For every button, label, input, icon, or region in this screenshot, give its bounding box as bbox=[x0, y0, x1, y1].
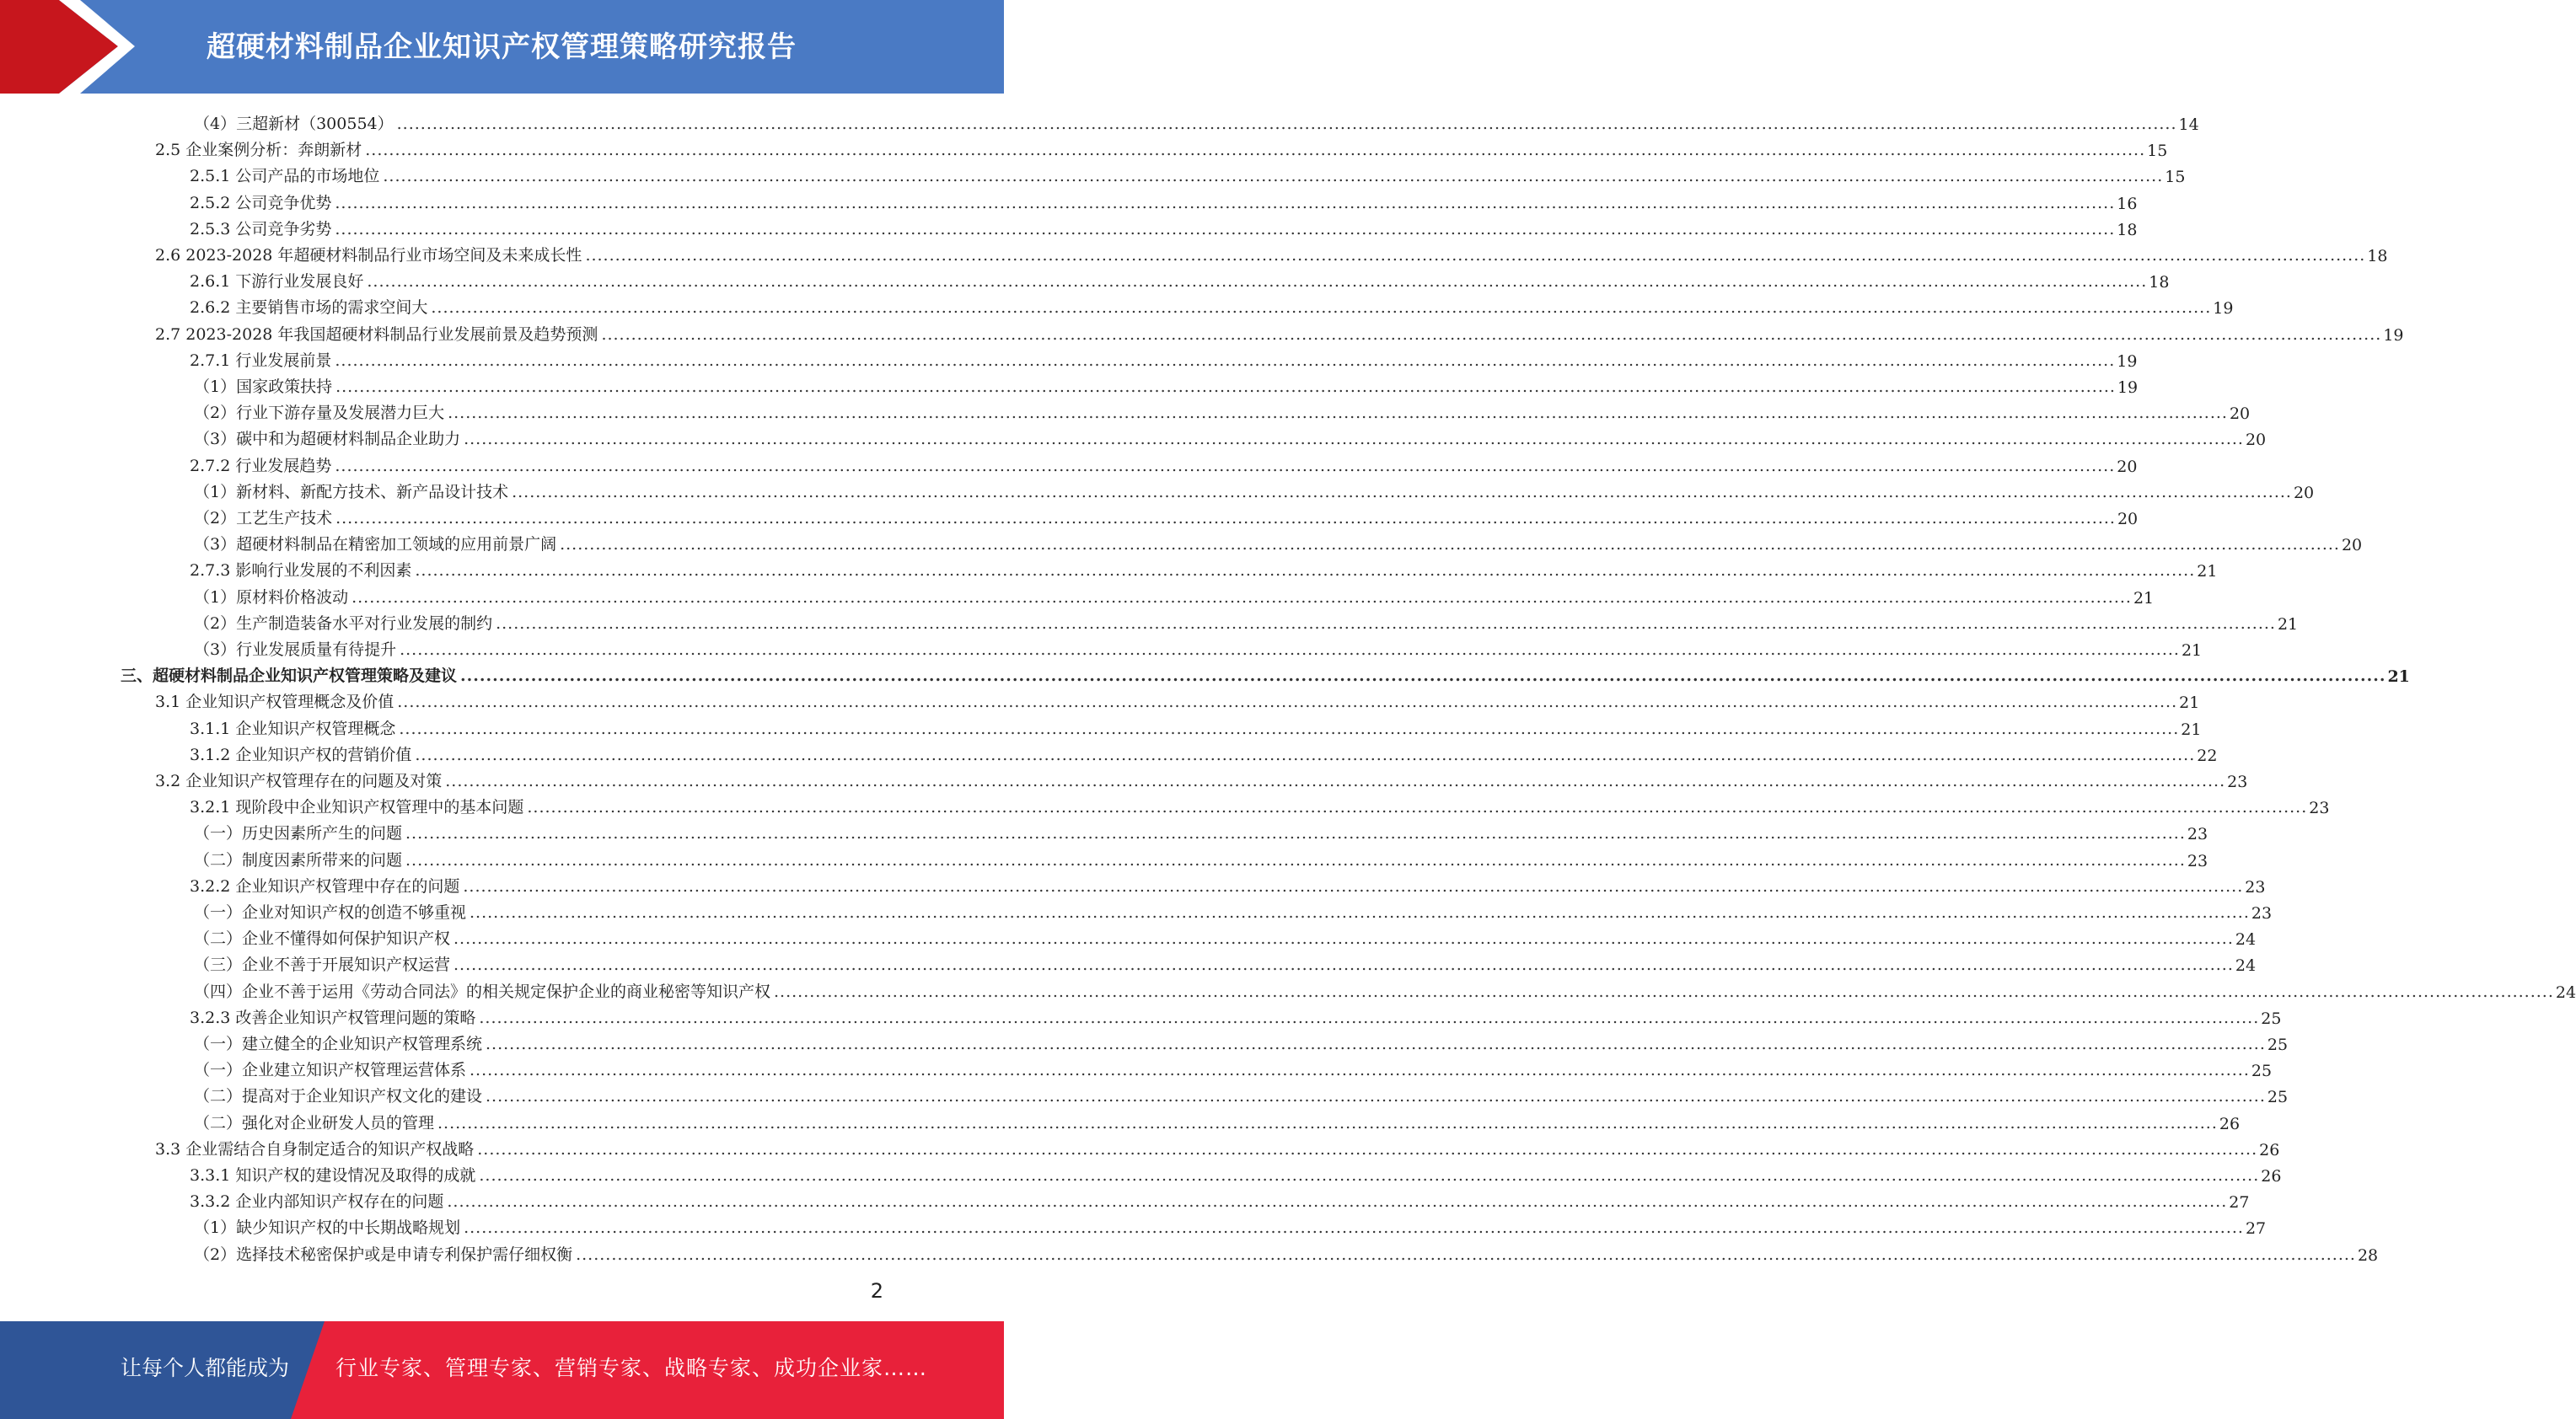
toc-entry-page: 18 bbox=[2149, 273, 2170, 292]
toc-dot-leader: ............................................................................................................................................................................................................................................................................................................ bbox=[463, 877, 2244, 896]
toc-entry[interactable] bbox=[194, 528, 2363, 554]
toc-entry[interactable] bbox=[194, 1080, 2289, 1106]
toc-entry-page: 20 bbox=[2293, 484, 2315, 502]
toc-entry-page: 26 bbox=[2261, 1167, 2282, 1186]
toc-entry-title: （2）生产制造装备水平对行业发展的制约 bbox=[194, 614, 493, 633]
toc-dot-leader: ............................................................................................................................................................................................................................................................................................................ bbox=[367, 272, 2148, 291]
toc-entry[interactable] bbox=[194, 817, 2208, 843]
toc-entry-page: 19 bbox=[2213, 299, 2234, 318]
toc-entry-page: 21 bbox=[2277, 615, 2299, 634]
report-title: 超硬材料制品企业知识产权管理策略研究报告 bbox=[207, 30, 797, 64]
toc-entry[interactable] bbox=[190, 345, 2138, 371]
toc-entry-page: 21 bbox=[2133, 589, 2155, 608]
toc-dot-leader: ............................................................................................................................................................................................................................................................................................................ bbox=[335, 351, 2116, 370]
toc-entry[interactable] bbox=[194, 608, 2299, 634]
toc-entry[interactable] bbox=[194, 976, 2576, 1002]
toc-entry[interactable] bbox=[190, 450, 2138, 476]
toc-dot-leader: ............................................................................................................................................................................................................................................................................................................ bbox=[470, 903, 2250, 922]
toc-entry-page: 20 bbox=[2117, 510, 2139, 528]
toc-entry[interactable] bbox=[194, 1107, 2241, 1133]
toc-dot-leader: ............................................................................................................................................................................................................................................................................................................ bbox=[477, 1140, 2258, 1159]
toc-entry[interactable] bbox=[155, 1133, 2280, 1159]
toc-entry-title: 2.7.2 行业发展趋势 bbox=[190, 457, 332, 475]
toc-entry[interactable] bbox=[155, 686, 2200, 712]
toc-dot-leader: ............................................................................................................................................................................................................................................................................................................ bbox=[464, 1218, 2244, 1237]
toc-dot-leader: ............................................................................................................................................................................................................................................................................................................ bbox=[437, 1114, 2218, 1133]
toc-entry-title: （一）企业建立知识产权管理运营体系 bbox=[194, 1061, 467, 1079]
toc-entry[interactable] bbox=[194, 897, 2273, 923]
toc-dot-leader: ............................................................................................................................................................................................................................................................................................................ bbox=[399, 720, 2180, 738]
toc-entry-title: （二）提高对于企业知识产权文化的建设 bbox=[194, 1087, 483, 1106]
toc-entry[interactable] bbox=[194, 397, 2251, 423]
toc-entry[interactable] bbox=[190, 739, 2218, 765]
toc-entry-title: （1）原材料价格波动 bbox=[194, 588, 349, 607]
toc-entry-page: 27 bbox=[2229, 1193, 2250, 1212]
toc-entry-page: 24 bbox=[2235, 930, 2257, 949]
toc-entry-title: 2.7.3 影响行业发展的不利因素 bbox=[190, 561, 412, 580]
toc-entry-page: 20 bbox=[2229, 404, 2251, 423]
toc-entry-title: （三）企业不善于开展知识产权运营 bbox=[194, 956, 451, 974]
toc-entry[interactable] bbox=[194, 923, 2257, 949]
toc-entry-page: 14 bbox=[2178, 115, 2199, 134]
toc-entry-title: （一）历史因素所产生的问题 bbox=[194, 824, 403, 843]
toc-entry[interactable] bbox=[190, 187, 2138, 213]
toc-dot-leader: ............................................................................................................................................................................................................................................................................................................ bbox=[479, 1009, 2260, 1027]
toc-dot-leader: ............................................................................................................................................................................................................................................................................................................ bbox=[397, 693, 2178, 711]
toc-dot-leader: ............................................................................................................................................................................................................................................................................................................ bbox=[383, 167, 2164, 185]
toc-entry-page: 26 bbox=[2219, 1115, 2241, 1133]
toc-dot-leader: ............................................................................................................................................................................................................................................................................................................ bbox=[560, 535, 2340, 554]
toc-dot-leader: ............................................................................................................................................................................................................................................................................................................ bbox=[512, 483, 2292, 501]
toc-entry[interactable] bbox=[194, 1028, 2289, 1054]
toc-entry-page: 16 bbox=[2117, 195, 2138, 213]
toc-dot-leader: ............................................................................................................................................................................................................................................................................................................ bbox=[453, 929, 2234, 948]
page-number: 2 bbox=[870, 1279, 883, 1303]
toc-entry[interactable] bbox=[194, 1212, 2267, 1238]
footer-slogan-right: 行业专家、管理专家、营销专家、战略专家、成功企业家…… bbox=[335, 1356, 928, 1380]
toc-entry-page: 24 bbox=[2235, 956, 2257, 975]
toc-entry[interactable] bbox=[190, 1159, 2282, 1186]
toc-dot-leader: ............................................................................................................................................................................................................................................................................................................ bbox=[486, 1035, 2266, 1053]
toc-entry[interactable] bbox=[190, 870, 2266, 897]
toc-entry-page: 21 bbox=[2181, 641, 2203, 660]
toc-entry-title: （3）超硬材料制品在精密加工领域的应用前景广阔 bbox=[194, 535, 557, 554]
toc-entry-page: 18 bbox=[2117, 221, 2138, 239]
toc-entry-title: （1）新材料、新配方技术、新产品设计技术 bbox=[194, 483, 509, 501]
toc-dot-leader: ............................................................................................................................................................................................................................................................................................................ bbox=[335, 457, 2116, 475]
toc-dot-leader: ............................................................................................................................................................................................................................................................................................................ bbox=[400, 640, 2180, 659]
toc-entry-page: 19 bbox=[2383, 326, 2404, 345]
toc-entry-title: （1）缺少知识产权的中长期战略规划 bbox=[194, 1218, 461, 1237]
toc-entry-title: （一）企业对知识产权的创造不够重视 bbox=[194, 903, 467, 922]
toc-entry-page: 28 bbox=[2357, 1246, 2379, 1265]
toc-entry[interactable] bbox=[194, 581, 2155, 608]
toc-entry[interactable] bbox=[121, 660, 2410, 686]
toc-dot-leader: ............................................................................................................................................................................................................................................................................................................ bbox=[445, 772, 2226, 790]
toc-dot-leader: ............................................................................................................................................................................................................................................................................................................ bbox=[774, 983, 2554, 1001]
toc-entry[interactable] bbox=[194, 423, 2267, 449]
toc-entry-page: 25 bbox=[2267, 1088, 2289, 1106]
toc-dot-leader: ............................................................................................................................................................................................................................................................................................................ bbox=[496, 614, 2276, 633]
toc-entry-title: 3.2.2 企业知识产权管理中存在的问题 bbox=[190, 877, 460, 896]
page-footer bbox=[0, 1321, 1004, 1419]
toc-dot-leader: ............................................................................................................................................................................................................................................................................................................ bbox=[405, 851, 2186, 870]
toc-entry[interactable] bbox=[194, 949, 2257, 975]
toc-dot-leader: ............................................................................................................................................................................................................................................................................................................ bbox=[447, 1192, 2228, 1211]
toc-dot-leader: ............................................................................................................................................................................................................................................................................................................ bbox=[396, 115, 2177, 133]
toc-entry[interactable] bbox=[194, 502, 2139, 528]
toc-entry-page: 23 bbox=[2251, 904, 2273, 923]
toc-entry[interactable] bbox=[190, 213, 2138, 239]
toc-entry-page: 20 bbox=[2245, 431, 2267, 449]
toc-entry-title: （二）强化对企业研发人员的管理 bbox=[194, 1114, 435, 1133]
toc-entry-page: 25 bbox=[2251, 1062, 2273, 1080]
toc-entry-title: 2.6.2 主要销售市场的需求空间大 bbox=[190, 298, 428, 317]
toc-dot-leader: ............................................................................................................................................................................................................................................................................................................ bbox=[335, 378, 2116, 396]
toc-entry-page: 26 bbox=[2259, 1141, 2280, 1159]
toc-entry[interactable] bbox=[190, 1002, 2282, 1028]
toc-entry[interactable] bbox=[190, 791, 2330, 817]
toc-entry-page: 23 bbox=[2245, 878, 2266, 897]
toc-entry-page: 23 bbox=[2187, 852, 2208, 870]
toc-entry-title: （3）行业发展质量有待提升 bbox=[194, 640, 397, 659]
toc-entry-page: 15 bbox=[2165, 168, 2186, 186]
toc-dot-leader: ............................................................................................................................................................................................................................................................................................................ bbox=[335, 220, 2116, 238]
footer-slogan-left: 让每个人都能成为 bbox=[121, 1356, 290, 1380]
toc-entry-title: 2.7.1 行业发展前景 bbox=[190, 351, 332, 370]
toc-dot-leader: ............................................................................................................................................................................................................................................................................................................ bbox=[405, 824, 2186, 843]
toc-entry-page: 21 bbox=[2197, 562, 2218, 581]
toc-entry-page: 21 bbox=[2179, 693, 2200, 712]
toc-entry[interactable] bbox=[194, 1054, 2273, 1080]
toc-entry-title: （2）工艺生产技术 bbox=[194, 509, 333, 527]
toc-entry[interactable] bbox=[194, 844, 2208, 870]
toc-entry-title: （二）企业不懂得如何保护知识产权 bbox=[194, 929, 451, 948]
toc-entry-title: 3.1 企业知识产权管理概念及价值 bbox=[155, 693, 394, 711]
toc-entry[interactable] bbox=[190, 265, 2170, 292]
toc-entry-title: 3.1.2 企业知识产权的营销价值 bbox=[190, 746, 412, 764]
toc-entry[interactable] bbox=[190, 160, 2186, 186]
toc-dot-leader: ............................................................................................................................................................................................................................................................................................................ bbox=[415, 561, 2196, 580]
toc-entry-title: （1）国家政策扶持 bbox=[194, 378, 333, 396]
toc-entry-page: 21 bbox=[2387, 667, 2410, 686]
toc-dot-leader: ............................................................................................................................................................................................................................................................................................................ bbox=[453, 956, 2234, 974]
toc-entry-page: 23 bbox=[2309, 799, 2330, 817]
toc-dot-leader: ............................................................................................................................................................................................................................................................................................................ bbox=[448, 404, 2228, 422]
toc-dot-leader: ............................................................................................................................................................................................................................................................................................................ bbox=[527, 798, 2308, 817]
toc-dot-leader: ............................................................................................................................................................................................................................................................................................................ bbox=[585, 246, 2366, 265]
toc-entry-page: 23 bbox=[2227, 773, 2248, 791]
toc-dot-leader: ............................................................................................................................................................................................................................................................................................................ bbox=[352, 588, 2132, 607]
toc-entry-title: （2）行业下游存量及发展潜力巨大 bbox=[194, 404, 445, 422]
toc-entry-page: 24 bbox=[2555, 983, 2576, 1002]
toc-entry-title: 2.5.3 公司竞争劣势 bbox=[190, 220, 332, 238]
toc-entry-page: 23 bbox=[2187, 825, 2208, 843]
toc-dot-leader: ............................................................................................................................................................................................................................................................................................................ bbox=[460, 667, 2386, 685]
toc-entry[interactable] bbox=[190, 554, 2218, 581]
toc-entry[interactable] bbox=[190, 713, 2202, 739]
toc-entry-title: （2）选择技术秘密保护或是申请专利保护需仔细权衡 bbox=[194, 1245, 573, 1264]
toc-entry-title: 3.2 企业知识产权管理存在的问题及对策 bbox=[155, 772, 443, 790]
toc-entry-title: 三、超硬材料制品企业知识产权管理策略及建议 bbox=[121, 667, 458, 685]
toc-entry[interactable] bbox=[155, 765, 2248, 791]
toc-entry-title: 2.5.2 公司竞争优势 bbox=[190, 194, 332, 212]
toc-entry-page: 19 bbox=[2117, 378, 2139, 397]
toc-entry-title: 3.2.1 现阶段中企业知识产权管理中的基本问题 bbox=[190, 798, 524, 817]
toc-entry-page: 19 bbox=[2117, 352, 2138, 371]
toc-entry-title: 3.3.2 企业内部知识产权存在的问题 bbox=[190, 1192, 444, 1211]
toc-entry-page: 22 bbox=[2197, 747, 2218, 765]
toc-entry[interactable] bbox=[190, 292, 2234, 318]
toc-entry-title: 2.6.1 下游行业发展良好 bbox=[190, 272, 364, 291]
toc-entry[interactable] bbox=[155, 319, 2404, 345]
toc-entry-title: 2.7 2023-2028 年我国超硬材料制品行业发展前景及趋势预测 bbox=[155, 325, 598, 344]
toc-entry-title: 2.5.1 公司产品的市场地位 bbox=[190, 167, 380, 185]
toc-entry[interactable] bbox=[194, 476, 2315, 502]
toc-entry[interactable] bbox=[155, 239, 2388, 265]
toc-entry-page: 25 bbox=[2267, 1036, 2289, 1054]
toc-dot-leader: ............................................................................................................................................................................................................................................................................................................ bbox=[365, 141, 2146, 159]
toc-entry-page: 27 bbox=[2245, 1219, 2267, 1238]
toc-entry-title: （二）制度因素所带来的问题 bbox=[194, 851, 403, 870]
toc-dot-leader: ............................................................................................................................................................................................................................................................................................................ bbox=[486, 1087, 2266, 1106]
toc-dot-leader: ............................................................................................................................................................................................................................................................................................................ bbox=[464, 430, 2244, 448]
toc-entry-title: 3.3 企业需结合自身制定适合的知识产权战略 bbox=[155, 1140, 475, 1159]
toc-entry-title: （3）碳中和为超硬材料制品企业助力 bbox=[194, 430, 461, 448]
toc-entry-title: 2.5 企业案例分析：奔朗新材 bbox=[155, 141, 362, 159]
page-header bbox=[0, 0, 1004, 94]
toc-dot-leader: ............................................................................................................................................................................................................................................................................................................ bbox=[601, 325, 2382, 344]
toc-entry-page: 15 bbox=[2147, 142, 2168, 160]
toc-entry-title: 3.2.3 改善企业知识产权管理问题的策略 bbox=[190, 1009, 476, 1027]
toc-entry-page: 20 bbox=[2117, 458, 2138, 476]
toc-entry-page: 20 bbox=[2341, 536, 2363, 554]
toc-entry[interactable] bbox=[194, 634, 2203, 660]
toc-entry[interactable] bbox=[190, 1186, 2250, 1212]
toc-entry-title: （四）企业不善于运用《劳动合同法》的相关规定保护企业的商业秘密等知识产权 bbox=[194, 983, 771, 1001]
toc-entry-page: 25 bbox=[2261, 1009, 2282, 1028]
toc-entry-page: 18 bbox=[2367, 247, 2388, 265]
toc-entry-title: 3.3.1 知识产权的建设情况及取得的成就 bbox=[190, 1166, 476, 1185]
toc-entry[interactable] bbox=[194, 108, 2199, 134]
toc-dot-leader: ............................................................................................................................................................................................................................................................................................................ bbox=[479, 1166, 2260, 1185]
toc-entry[interactable] bbox=[194, 371, 2139, 397]
toc-dot-leader: ............................................................................................................................................................................................................................................................................................................ bbox=[335, 509, 2116, 527]
toc-entry-page: 21 bbox=[2181, 720, 2202, 739]
toc-entry-title: （4）三超新材（300554） bbox=[194, 115, 394, 133]
toc-dot-leader: ............................................................................................................................................................................................................................................................................................................ bbox=[576, 1245, 2356, 1264]
toc-entry-title: 2.6 2023-2028 年超硬材料制品行业市场空间及未来成长性 bbox=[155, 246, 582, 265]
toc-dot-leader: ............................................................................................................................................................................................................................................................................................................ bbox=[335, 194, 2116, 212]
toc-entry-title: （一）建立健全的企业知识产权管理系统 bbox=[194, 1035, 483, 1053]
toc-entry[interactable] bbox=[155, 134, 2168, 160]
toc-entry-title: 3.1.1 企业知识产权管理概念 bbox=[190, 720, 396, 738]
toc-dot-leader: ............................................................................................................................................................................................................................................................................................................ bbox=[415, 746, 2196, 764]
toc-dot-leader: ............................................................................................................................................................................................................................................................................................................ bbox=[470, 1061, 2250, 1079]
toc-entry[interactable] bbox=[194, 1239, 2379, 1265]
toc-dot-leader: ............................................................................................................................................................................................................................................................................................................ bbox=[431, 298, 2212, 317]
